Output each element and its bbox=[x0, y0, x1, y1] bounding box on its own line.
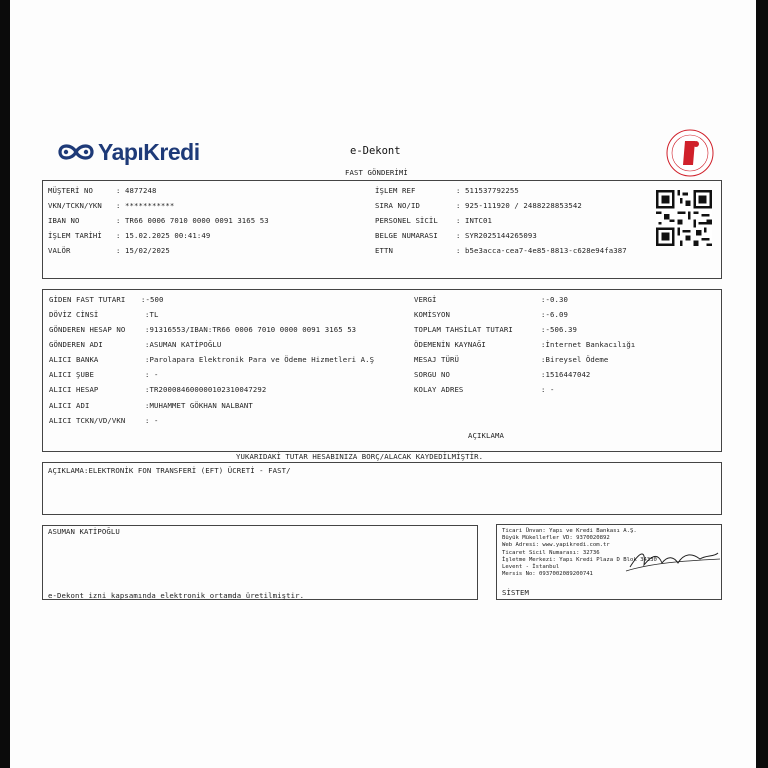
kolay-label: KOLAY ADRES bbox=[414, 385, 464, 394]
sorgu-value: :1516447042 bbox=[541, 370, 591, 379]
personel-value: : INTC01 bbox=[456, 216, 492, 225]
aciklama-header: AÇIKLAMA bbox=[468, 431, 504, 440]
sira-no-value: : 925-111920 / 2488228853542 bbox=[456, 201, 582, 210]
footer-note: e-Dekont izni kapsamında elektronik ortamda üretilmiştir. bbox=[48, 591, 305, 600]
islem-ref-label: İŞLEM REF bbox=[375, 186, 416, 195]
islem-tarihi-label: İŞLEM TARİHİ bbox=[48, 231, 102, 240]
bank-info-line: Mersis No: 0937002089200741 bbox=[502, 571, 593, 578]
gonderen-hesap-label: GÖNDEREN HESAP NO bbox=[49, 325, 126, 334]
alici-sube-label: ALICI ŞUBE bbox=[49, 370, 94, 379]
company-seal-icon bbox=[665, 128, 715, 178]
kolay-value: : - bbox=[541, 385, 555, 394]
valor-value: : 15/02/2025 bbox=[116, 246, 170, 255]
bank-info-line: Levent - İstanbul bbox=[502, 564, 560, 571]
giden-value: :-500 bbox=[141, 295, 164, 304]
vkn-value: : *********** bbox=[116, 201, 175, 210]
bank-info-line: Büyük Mükellefler VD: 9370020892 bbox=[502, 535, 610, 542]
doviz-label: DÖVİZ CİNSİ bbox=[49, 310, 99, 319]
sorgu-label: SORGU NO bbox=[414, 370, 450, 379]
sira-no-label: SIRA NO/ID bbox=[375, 201, 420, 210]
islem-ref-value: : 511537792255 bbox=[456, 186, 519, 195]
musteri-no-label: MÜŞTERİ NO bbox=[48, 186, 93, 195]
yapikredi-logo-icon bbox=[56, 140, 98, 164]
document-title: e-Dekont bbox=[350, 145, 401, 157]
sistem-label: SİSTEM bbox=[502, 588, 529, 597]
signature-icon bbox=[622, 545, 722, 575]
bank-info-line: İşletme Merkezi: Yapı Kredi Plaza D Blok 34330 bbox=[502, 556, 657, 563]
alici-hesap-label: ALICI HESAP bbox=[49, 385, 99, 394]
vergi-value: :-0.30 bbox=[541, 295, 568, 304]
ettn-label: ETTN bbox=[375, 246, 393, 255]
alici-banka-value: :Parolapara Elektronik Para ve Ödeme Hizmetleri A.Ş bbox=[145, 355, 375, 364]
document-subtitle: FAST GÖNDERİMİ bbox=[345, 168, 408, 177]
alici-adi-value: :MUHAMMET GÖKHAN NALBANT bbox=[145, 401, 253, 410]
transfer-details-box bbox=[42, 289, 722, 452]
toplam-value: :-506.39 bbox=[541, 325, 577, 334]
footer-left-box bbox=[42, 525, 478, 600]
toplam-label: TOPLAM TAHSİLAT TUTARI bbox=[414, 325, 513, 334]
giden-label: GİDEN FAST TUTARI bbox=[49, 295, 126, 304]
alici-sube-value: : - bbox=[145, 370, 159, 379]
mesaj-turu-label: MESAJ TÜRÜ bbox=[414, 355, 459, 364]
komisyon-value: :-6.09 bbox=[541, 310, 568, 319]
bank-info-line: Ticari Ünvan: Yapı ve Kredi Bankası A.Ş. bbox=[502, 528, 637, 534]
bank-info-line: Ticaret Sicil Numarası: 32736 bbox=[502, 549, 600, 556]
bank-info-line: Web Adresi: www.yapikredi.com.tr bbox=[502, 542, 610, 549]
description-text: AÇIKLAMA:ELEKTRONİK FON TRANSFERİ (EFT) ÜCRETİ - FAST/ bbox=[48, 466, 291, 475]
receipt-page bbox=[10, 0, 756, 768]
odeme-kaynagi-label: ÖDEMENİN KAYNAĞI bbox=[414, 340, 486, 349]
alici-tckn-value: : - bbox=[145, 416, 159, 425]
brand-name: YapıKredi bbox=[98, 138, 200, 165]
iban-label: IBAN NO bbox=[48, 216, 80, 225]
belge-value: : SYR2025144265093 bbox=[456, 231, 537, 240]
mesaj-turu-value: :Bireysel Ödeme bbox=[541, 355, 609, 364]
islem-tarihi-value: : 15.02.2025 00:41:49 bbox=[116, 231, 211, 240]
odeme-kaynagi-value: :İnternet Bankacılığı bbox=[541, 340, 636, 349]
belge-label: BELGE NUMARASI bbox=[375, 231, 438, 240]
yapikredi-logo bbox=[56, 137, 200, 167]
gonderen-adi-value: :ASUMAN KATİPOĞLU bbox=[145, 340, 222, 349]
gonderen-hesap-value: :91316553/IBAN:TR66 0006 7010 0000 0091 3165 53 bbox=[145, 325, 357, 334]
valor-label: VALÖR bbox=[48, 246, 71, 255]
personel-label: PERSONEL SİCİL bbox=[375, 216, 438, 225]
vergi-label: VERGİ bbox=[414, 295, 437, 304]
alici-adi-label: ALICI ADI bbox=[49, 401, 90, 410]
ettn-value: : b5e3acca-cea7-4e85-8813-c628e94fa387 bbox=[456, 246, 627, 255]
gonderen-adi-label: GÖNDEREN ADI bbox=[49, 340, 103, 349]
komisyon-label: KOMİSYON bbox=[414, 310, 450, 319]
footer-name: ASUMAN KATİPOĞLU bbox=[48, 527, 120, 536]
notice-text: YUKARIDAKİ TUTAR HESABINIZA BORÇ/ALACAK KAYDEDİLMİŞTİR. bbox=[236, 452, 484, 461]
alici-banka-label: ALICI BANKA bbox=[49, 355, 99, 364]
iban-value: : TR66 0006 7010 0000 0091 3165 53 bbox=[116, 216, 269, 225]
alici-hesap-value: :TR200084600000102310047292 bbox=[145, 385, 267, 394]
doviz-value: :TL bbox=[145, 310, 159, 319]
alici-tckn-label: ALICI TCKN/VD/VKN bbox=[49, 416, 126, 425]
musteri-no-value: : 4877248 bbox=[116, 186, 157, 195]
vkn-label: VKN/TCKN/YKN bbox=[48, 201, 102, 210]
